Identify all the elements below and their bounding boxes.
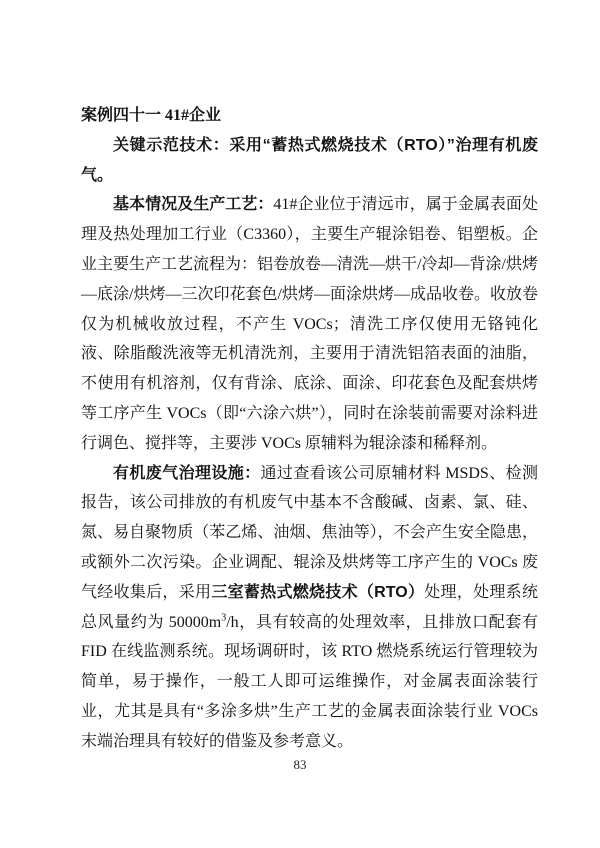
text-segment: 3 xyxy=(221,612,227,624)
text-segment: 关键示范技术：采用“蓄热式燃烧技术（RTO）”治理有机废气。 xyxy=(81,136,538,184)
document-content xyxy=(81,101,538,757)
page-number: 83 xyxy=(293,757,307,772)
paragraph xyxy=(81,190,538,458)
document-body xyxy=(81,131,538,757)
text-segment: 处理，处理系统总风量约为 50000m xyxy=(81,583,538,631)
text-segment: 41#企业位于清远市，属于金属表面处理及热处理加工行业（C3360），主要生产辊涂铝卷、铝塑板。企业主要生产工艺流程为：铝卷放卷—清洗—烘干/冷却—背涂/烘烤—底涂/烘烤—三次印花套色/烘烤—面涂烘烤—成品收卷。收放卷仅为机械收放过程，不产生 VOCs；清洗工序仅使用无铬钝化液、除脂酸洗液等无机清洗剂，主要用于清洗铝箔表面的油脂，不使用有机溶剂，仅有背涂、底涂、面涂、印花套色及配套烘烤等工序产生 VOCs（即“六涂六烘”），同时在涂装前需要对涂料进行调色、搅拌等，主要涉 VOCs 原辅料为辊涂漆和稀释剂。 xyxy=(81,196,538,452)
text-segment: 三室蓄热式燃烧技术（RTO） xyxy=(211,583,425,601)
text-segment: 基本情况及生产工艺： xyxy=(113,196,274,214)
case-title: 案例四十一 41#企业 xyxy=(81,107,222,124)
paragraph xyxy=(81,131,538,191)
paragraph xyxy=(81,459,538,757)
text-segment: 通过查看该公司原辅材料 MSDS、检测报告，该公司排放的有机废气中基本不含酸碱、卤素、氯、硅、氮、易自聚物质（苯乙烯、油烟、焦油等），不会产生安全隐患，或额外二次污染。企业调配、辊涂及烘烤等工序产生的 VOCs 废气经收集后，采用 xyxy=(81,464,538,601)
text-segment: 有机废气治理设施： xyxy=(113,464,261,482)
text-segment: /h，具有较高的处理效率，且排放口配套有 FID 在线监测系统。现场调研时，该 RTO 燃烧系统运行管理较为简单，易于操作，一般工人即可运维操作，对金属表面涂装行业，尤其是具有“多涂多烘”生产工艺的金属表面涂装行业 VOCs 末端治理具有较好的借鉴及参考意义。 xyxy=(81,613,539,750)
